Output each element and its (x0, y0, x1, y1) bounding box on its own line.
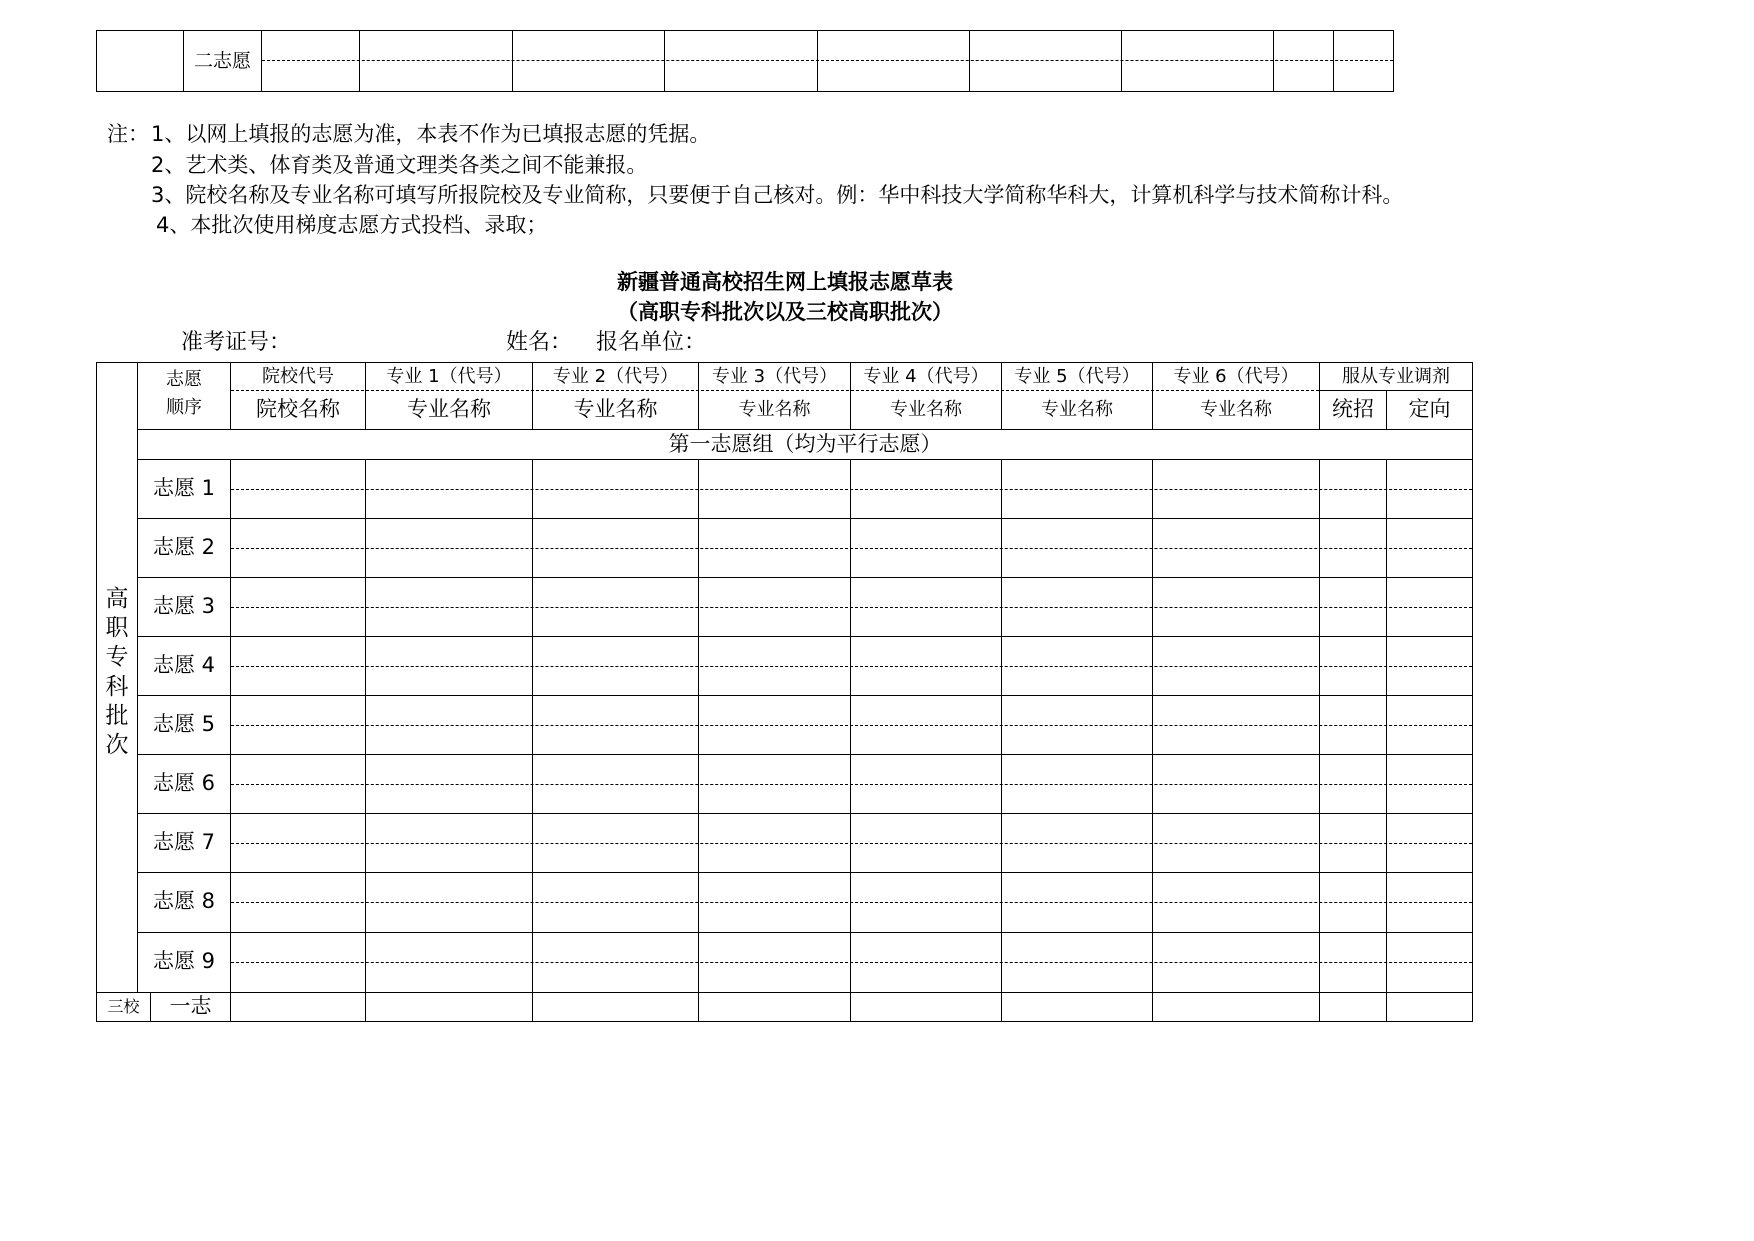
adjust-general-header: 统招 (1332, 397, 1374, 422)
major-code-header: 专业 5（代号） (1014, 365, 1140, 387)
divider (850, 459, 851, 1021)
group-header: 第一志愿组（均为平行志愿） (668, 431, 942, 456)
divider (137, 636, 1472, 637)
row-label: 志愿 9 (152, 949, 216, 974)
divider (137, 577, 1472, 578)
major-code-header: 专业 6（代号） (1173, 365, 1299, 387)
divider (96, 30, 1394, 31)
top-row-label: 二志愿 (193, 49, 251, 72)
dashed-divider (231, 843, 1472, 844)
row-label: 志愿 4 (152, 652, 216, 677)
divider (365, 459, 366, 1021)
name-label: 姓名： (506, 330, 573, 355)
dashed-divider (231, 902, 1472, 903)
notes-prefix: 注： (107, 122, 149, 146)
divider (698, 459, 699, 1021)
row-label: 志愿 2 (152, 534, 216, 559)
major-name-header: 专业名称 (573, 397, 658, 422)
adjust-header: 服从专业调剂 (1342, 365, 1450, 387)
divider (1393, 30, 1394, 91)
batch-label-char: 批 (105, 702, 129, 729)
dashed-divider (231, 548, 1472, 549)
batch-label-char: 次 (105, 732, 129, 759)
divider (96, 30, 97, 91)
form-title: 新疆普通高校招生网上填报志愿草表 (617, 270, 953, 295)
dashed-divider (231, 489, 1472, 490)
dashed-divider (231, 725, 1472, 726)
unit-label: 报名单位： (596, 330, 707, 355)
note-item: 4、本批次使用梯度志愿方式投档、录取； (156, 213, 548, 237)
last-row-batch: 三校 (107, 997, 140, 1017)
dashed-divider (231, 962, 1472, 963)
divider (96, 1021, 1473, 1022)
divider (1152, 459, 1153, 1021)
major-code-header: 专业 4（代号） (863, 365, 989, 387)
school-code-header: 院校代号 (262, 365, 334, 387)
divider (1319, 459, 1320, 1021)
dashed-divider (262, 60, 1393, 61)
divider (1386, 459, 1387, 1021)
divider (137, 932, 1472, 933)
divider (137, 695, 1472, 696)
batch-label-char: 专 (105, 644, 129, 671)
dashed-divider (231, 784, 1472, 785)
batch-label-char: 职 (105, 615, 129, 642)
major-name-header: 专业名称 (890, 399, 962, 421)
major-name-header: 专业名称 (738, 399, 811, 421)
adjust-directed-header: 定向 (1408, 397, 1451, 422)
major-name-header: 专业名称 (1041, 399, 1113, 421)
divider (532, 459, 533, 1021)
divider (230, 459, 231, 1021)
divider (137, 754, 1472, 755)
order-header-line2: 顺序 (166, 397, 202, 419)
note-item: 1、以网上填报的志愿为准，本表不作为已填报志愿的凭据。 (151, 122, 711, 146)
major-code-header: 专业 1（代号） (386, 365, 512, 387)
divider (137, 872, 1472, 873)
order-header-line1: 志愿 (166, 368, 202, 390)
divider (1472, 362, 1473, 1021)
row-label: 志愿 3 (152, 593, 216, 618)
row-label: 志愿 5 (152, 711, 216, 736)
batch-label (97, 585, 137, 760)
divider (96, 992, 1473, 993)
exam-id-label: 准考证号： (181, 330, 292, 355)
major-code-header: 专业 2（代号） (552, 365, 679, 387)
dashed-divider (231, 666, 1472, 667)
row-label: 志愿 1 (152, 475, 216, 500)
divider (1001, 459, 1002, 1021)
row-label: 志愿 6 (152, 770, 216, 795)
divider (137, 459, 1472, 460)
batch-label-char: 高 (105, 586, 129, 612)
major-code-header: 专业 3（代号） (711, 365, 838, 387)
divider (137, 813, 1472, 814)
note-item: 2、艺术类、体育类及普通文理类各类之间不能兼报。 (151, 153, 648, 177)
row-label: 志愿 8 (152, 889, 216, 914)
last-row-label: 一志 (169, 994, 212, 1019)
divider (96, 91, 1394, 92)
major-name-header: 专业名称 (1200, 399, 1272, 421)
divider (137, 518, 1472, 519)
major-name-header: 专业名称 (407, 397, 491, 422)
row-label: 志愿 7 (152, 829, 216, 854)
batch-label-char: 科 (105, 673, 129, 700)
note-item: 3、院校名称及专业名称可填写所报院校及专业简称，只要便于自己核对。例：华中科技大学简称华科大，计算机科学与技术简称计科。 (151, 183, 1404, 207)
dashed-divider (231, 607, 1472, 608)
form-subtitle: （高职专科批次以及三校高职批次） (617, 300, 953, 325)
school-name-header: 院校名称 (256, 397, 340, 422)
